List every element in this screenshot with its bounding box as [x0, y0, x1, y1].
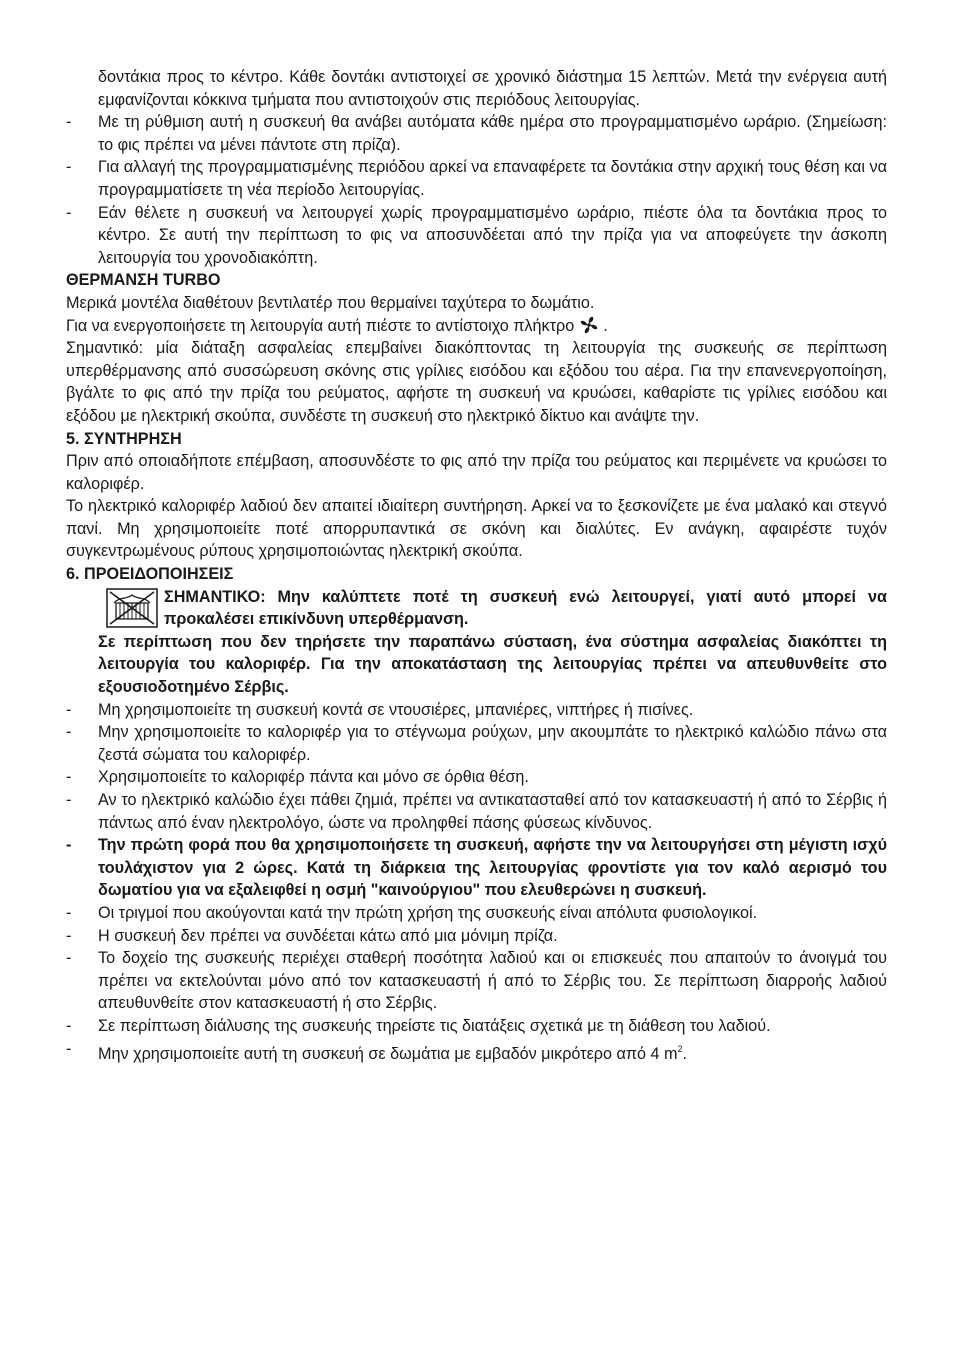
important-warning — [66, 586, 887, 631]
list-dash: - — [66, 1039, 72, 1058]
list-item — [66, 1038, 887, 1066]
list-item-text: Οι τριγμοί που ακούγονται κατά την πρώτη χρήση της συσκευής είναι απόλυτα φυσιολογικοί. — [98, 903, 758, 922]
list-item — [66, 925, 887, 948]
list-dash: - — [66, 723, 72, 742]
important-warning-text: ΣΗΜΑΝΤΙΚΟ: Μην καλύπτετε ποτέ τη συσκευή ενώ λειτουργεί, γιατί αυτό μπορεί να προκαλέσει επικίνδυνη υπερθέρμανση. — [164, 587, 887, 629]
turbo-paragraph-2-end: . — [603, 316, 608, 335]
maintenance-heading: 5. ΣΥΝΤΗΡΗΣΗ — [66, 429, 182, 448]
list-dash: - — [66, 158, 72, 177]
warnings-heading: 6. ΠΡΟΕΙΔΟΠΟΙΗΣΕΙΣ — [66, 565, 234, 584]
list-item-text: Μην χρησιμοποιείτε αυτή τη συσκευή σε δωμάτια με εμβαδόν μικρότερο από 4 m — [98, 1044, 678, 1063]
list-item-text: Μην χρησιμοποιείτε το καλοριφέρ για το στέγνωμα ρούχων, μην ακουμπάτε το ηλεκτρικό καλώδιο πάνω στα ζεστά σώματα του καλοριφέρ. — [98, 723, 887, 764]
turbo-paragraph-3: Σημαντικό: μία διάταξη ασφαλείας επεμβαίνει διακόπτοντας τη λειτουργία της συσκευής σε περίπτωση υπερθέρμανσης από συσσώρευση σκόνης στις γρίλιες εισόδου και εξόδου του αέρα. Για την επανενεργοποίηση, βγάλτε το φις από την πρίζα του ρεύματος, αφήστε τη συσκευή να κρυώσει, καθαρίστε τις γρίλιες εισόδου και εξόδου με ηλεκτρική σκούπα, συνδέστε τη συσκευή στο ηλεκτρικό δίκτυο και ανάψτε την. — [66, 339, 887, 425]
turbo-paragraph-2 — [66, 315, 887, 338]
list-item-text: Την πρώτη φορά που θα χρησιμοποιήσετε τη συσκευή, αφήστε την να λειτουργήσει στη μέγιστη ισχύ τουλάχιστον για 2 ώρες. Κατά τη διάρκεια της λειτουργίας φροντίστε για τον καλό αερισμό του δωματίου για να εξαλειφθεί η οσμή "καινούργιου" που ελευθερώνει η συσκευή. — [98, 836, 887, 900]
list-item-end: . — [682, 1044, 688, 1063]
turbo-paragraph-2-text: Για να ενεργοποιήσετε τη λειτουργία αυτή πιέστε το αντίστοιχο πλήκτρο — [66, 316, 575, 335]
list-item — [66, 699, 887, 722]
list-dash: - — [66, 113, 72, 132]
list-item — [66, 721, 887, 766]
list-dash: - — [66, 700, 72, 719]
list-dash: - — [66, 768, 72, 787]
list-dash: - — [66, 1016, 72, 1035]
list-item — [66, 156, 887, 201]
list-item — [66, 789, 887, 834]
list-item — [66, 111, 887, 156]
list-item-text: Μη χρησιμοποιείτε τη συσκευή κοντά σε ντουσιέρες, μπανιέρες, νιπτήρες ή πισίνες. — [98, 700, 694, 719]
fan-icon — [579, 316, 599, 334]
maintenance-paragraph-1: Πριν από οποιαδήποτε επέμβαση, αποσυνδέστε το φις από την πρίζα του ρεύματος και περιμένετε να κρυώσει το καλοριφέρ. — [66, 452, 887, 493]
list-item-text: Χρησιμοποιείτε το καλοριφέρ πάντα και μόνο σε όρθια θέση. — [98, 768, 529, 787]
list-dash: - — [66, 949, 72, 968]
superscript: 2 — [677, 1043, 683, 1054]
list-item-text: Αν το ηλεκτρικό καλώδιο έχει πάθει ζημιά, πρέπει να αντικατασταθεί από τον κατασκευαστή ή από το Σέρβις ή πάντως από έναν ηλεκτρολόγο, ώστε να προληφθεί πάσης φύσεως κίνδυνος. — [98, 791, 887, 832]
list-dash: - — [66, 926, 72, 945]
list-item-text: Με τη ρύθμιση αυτή η συσκευή θα ανάβει αυτόματα κάθε ημέρα στο προγραμματισμένο ωράριο. (Σημείωση: το φις πρέπει να μένει πάντοτε στη πρίζα). — [98, 113, 887, 154]
list-item — [66, 902, 887, 925]
list-dash: - — [66, 203, 72, 222]
list-item — [66, 947, 887, 1015]
list-item-text: Σε περίπτωση διάλυσης της συσκευής τηρείστε τις διατάξεις σχετικά με τη διάθεση του λαδιού. — [98, 1016, 771, 1035]
list-item-text: Το δοχείο της συσκευής περιέχει σταθερή ποσότητα λαδιού και οι επισκευές που απαιτούν το άνοιγμά του πρέπει να εκτελούνται μόνο από τον κατασκευαστή ή από το Σέρβις του. Σε περίπτωση διαρροής λαδιού απευθυνθείτε στον κατασκευαστή ή στο Σέρβις. — [98, 949, 887, 1013]
timer-instructions-continuation: δοντάκια προς το κέντρο. Κάθε δοντάκι αντιστοιχεί σε χρονικό διάστημα 15 λεπτών. Μετά την ενέργεια αυτή εμφανίζονται κόκκινα τμήματα που αντιστοιχούν στις περιόδους λειτουργίας. — [98, 68, 887, 109]
important-followup: Σε περίπτωση που δεν τηρήσετε την παραπάνω σύσταση, ένα σύστημα ασφαλείας διακόπτει τη λειτουργία του καλοριφέρ. Για την αποκατάσταση της λειτουργίας πρέπει να απευθυνθείτε στο εξουσιοδοτημένο Σέρβις. — [98, 632, 887, 697]
list-dash: - — [66, 903, 72, 922]
list-item — [66, 1015, 887, 1038]
list-item — [66, 834, 887, 902]
turbo-paragraph-1: Μερικά μοντέλα διαθέτουν βεντιλατέρ που θερμαίνει ταχύτερα το δωμάτιο. — [66, 293, 595, 312]
turbo-heading: ΘΕΡΜΑΝΣΗ TURBO — [66, 271, 221, 290]
list-item-text: Για αλλαγή της προγραμματισμένης περιόδου αρκεί να επαναφέρετε τα δοντάκια στην αρχική τους θέση και να προγραμματίσετε τη νέα περίοδο λειτουργίας. — [98, 158, 887, 199]
list-dash: - — [66, 791, 72, 809]
do-not-cover-icon — [106, 588, 158, 628]
maintenance-paragraph-2: Το ηλεκτρικό καλοριφέρ λαδιού δεν απαιτεί ιδιαίτερη συντήρηση. Αρκεί να το ξεσκονίζετε με ένα μαλακό και στεγνό πανί. Μη χρησιμοποιείτε ποτέ απορρυπαντικά σε σκόνη και διαλύτες. Εν ανάγκη, αφαιρέστε τυχόν συγκεντρωμένους ρύπους χρησιμοποιώντας ηλεκτρική σκούπα. — [66, 497, 887, 561]
list-item — [66, 202, 887, 270]
list-item-text: Η συσκευή δεν πρέπει να συνδέεται κάτω από μια μόνιμη πρίζα. — [98, 926, 558, 945]
list-dash: - — [66, 836, 72, 855]
document-page — [66, 66, 887, 1065]
list-item-text: Εάν θέλετε η συσκευή να λειτουργεί χωρίς προγραμματισμένο ωράριο, πιέστε όλα τα δοντάκια προς το κέντρο. Σε αυτή την περίπτωση το φις να αποσυνδέεται από την πρίζα για να αποφεύγετε την άσκοπη λειτουργία του χρονοδιακόπτη. — [98, 203, 887, 267]
list-item — [66, 766, 887, 789]
